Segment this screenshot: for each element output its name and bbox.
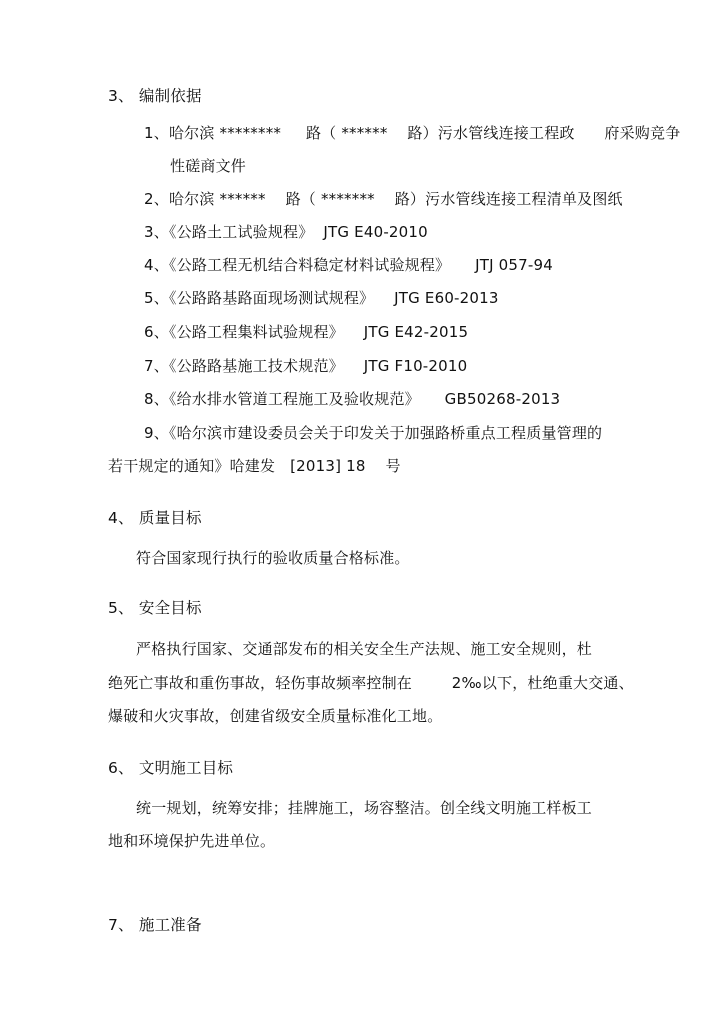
- basis-item-1: 1、哈尔滨 ******** 路（ ****** 路）污水管线连接工程政 府采购竞争: [144, 124, 681, 142]
- section-4-heading: 4、 质量目标: [108, 509, 202, 527]
- basis-item-3: 3、《公路土工试验规程》 JTG E40-2010: [144, 223, 428, 241]
- basis-item-6: 6、《公路工程集料试验规程》 JTG E42-2015: [144, 323, 469, 341]
- basis-item-7: 7、《公路路基施工技术规范》 JTG F10-2010: [144, 357, 468, 375]
- safety-goal-line-2: 绝死亡事故和重伤事故，轻伤事故频率控制在 2‰以下，杜绝重大交通、: [108, 674, 634, 692]
- civilized-goal-line-2: 地和环境保护先进单位。: [108, 832, 276, 850]
- section-7-heading: 7、 施工准备: [108, 916, 202, 934]
- basis-item-1-continued: 性磋商文件: [170, 157, 247, 175]
- basis-item-5: 5、《公路路基路面现场测试规程》 JTG E60-2013: [144, 289, 499, 307]
- safety-goal-line-1: 严格执行国家、交通部发布的相关安全生产法规、施工安全规则，杜: [136, 640, 593, 658]
- section-3-heading: 3、 编制依据: [108, 87, 202, 105]
- safety-goal-line-3: 爆破和火灾事故，创建省级安全质量标准化工地。: [108, 707, 443, 725]
- quality-goal-text: 符合国家现行执行的验收质量合格标准。: [136, 549, 410, 567]
- basis-item-4: 4、《公路工程无机结合料稳定材料试验规程》 JTJ 057-94: [144, 256, 553, 274]
- basis-item-9: 9、《哈尔滨市建设委员会关于印发关于加强路桥重点工程质量管理的: [144, 424, 603, 442]
- civilized-goal-line-1: 统一规划，统筹安排；挂牌施工，场容整洁。创全线文明施工样板工: [136, 799, 593, 817]
- basis-item-2: 2、哈尔滨 ****** 路（ ******* 路）污水管线连接工程清单及图纸: [144, 190, 623, 208]
- basis-item-8: 8、《给水排水管道工程施工及验收规范》 GB50268-2013: [144, 390, 561, 408]
- section-6-heading: 6、 文明施工目标: [108, 759, 234, 777]
- basis-item-9-continued: 若干规定的通知》哈建发 [2013] 18 号: [108, 457, 401, 475]
- section-5-heading: 5、 安全目标: [108, 599, 202, 617]
